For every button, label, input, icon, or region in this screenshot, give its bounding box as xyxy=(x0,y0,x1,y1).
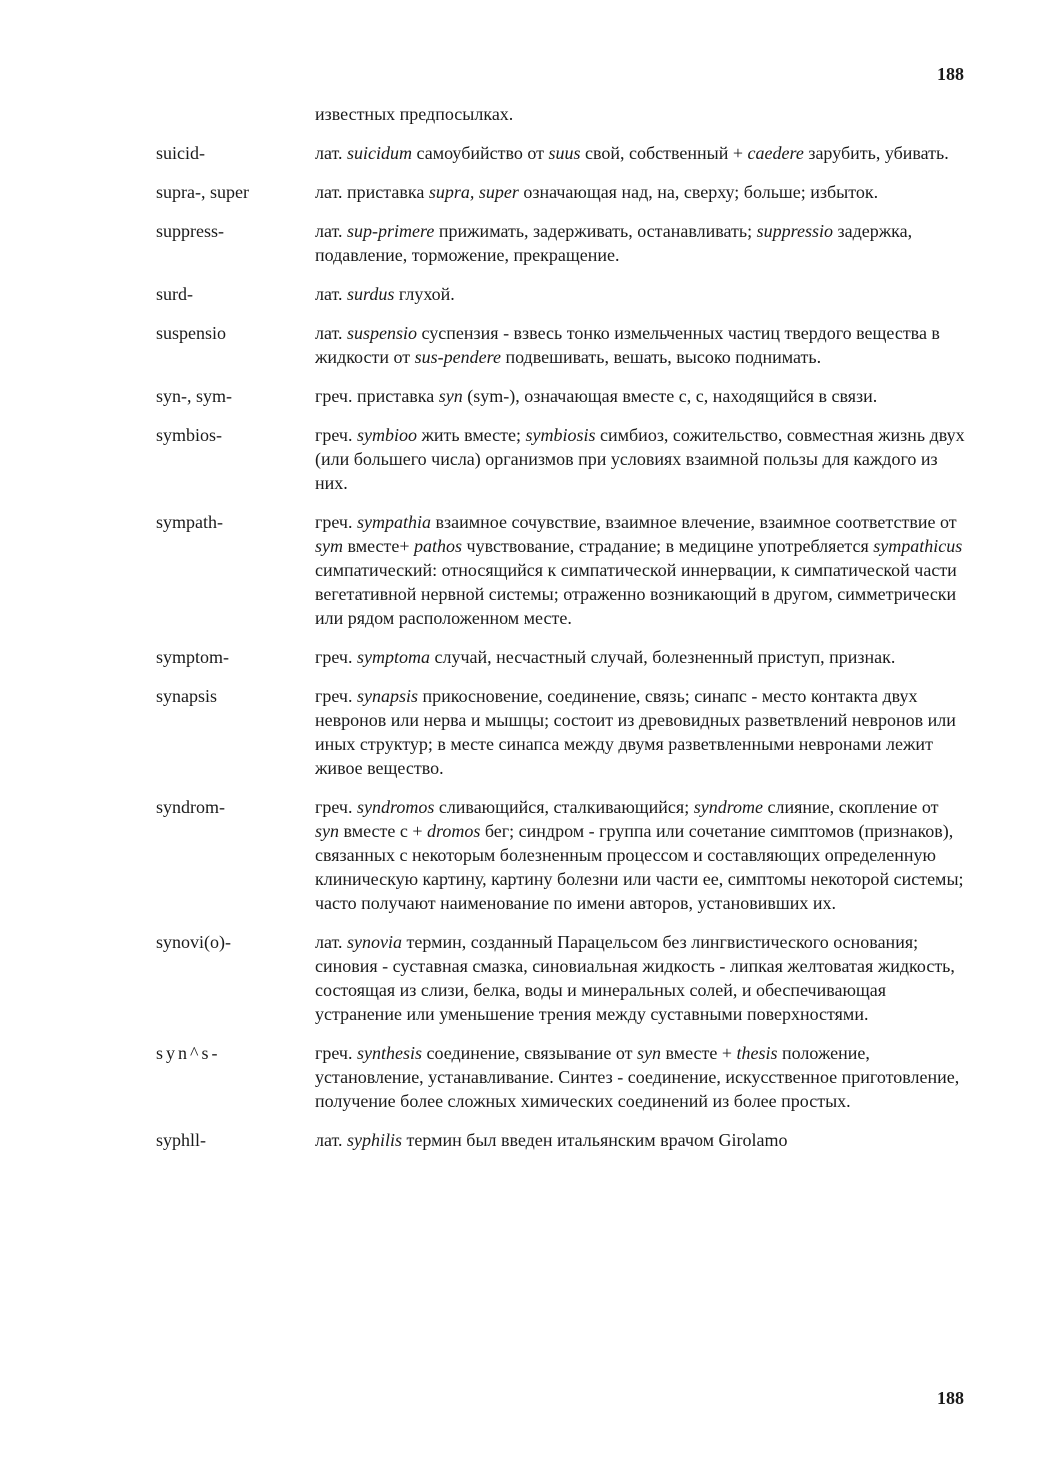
definition-italic-word: synthesis xyxy=(356,1043,422,1063)
entry-definition xyxy=(315,1128,966,1152)
definition-text: прикосновение, соединение, связь; синапс - место контакта двух невронов или нерва и мышцы; состоит из древовидных разветвлений невронов или иных структур; в месте синапса между двумя разветвленными невронами лежит живое вещество. xyxy=(315,686,956,778)
definition-italic-word: pathos xyxy=(414,536,463,556)
definition-italic-word: syndromos xyxy=(356,797,435,817)
definition-text: (sym-), означающая вместе с, с, находящийся в связи. xyxy=(462,386,878,406)
definition-italic-word: sus-pendere xyxy=(414,347,501,367)
definition-text: термин был введен итальянским врачом Girolamo xyxy=(402,1130,788,1150)
definition-text: самоубийство от xyxy=(412,143,549,163)
definition-italic-word: syn xyxy=(315,821,339,841)
definition-text: сливающийся, сталкивающийся; xyxy=(434,797,694,817)
entry-definition xyxy=(315,423,966,495)
entry-definition xyxy=(315,180,966,204)
definition-text: лат. приставка xyxy=(315,182,429,202)
page-number-bottom: 188 xyxy=(937,1388,964,1408)
definition-italic-word: sympathia xyxy=(356,512,431,532)
definition-italic-word: syphilis xyxy=(347,1130,403,1150)
definition-text: зарубить, убивать. xyxy=(803,143,949,163)
definition-text: лат. xyxy=(315,323,348,343)
definition-text: греч. xyxy=(315,686,357,706)
entry-term: synapsis xyxy=(156,686,218,706)
entry-term: syn-, sym- xyxy=(156,386,232,406)
entry-term: supra-, super xyxy=(156,182,249,202)
dictionary-entry xyxy=(156,321,966,369)
entry-definition xyxy=(315,645,966,669)
continuation-text: известных предпосылках. xyxy=(315,104,514,124)
definition-text: бег; синдром - группа или сочетание симптомов (признаков), связанных с некоторым болезненным процессом и составляющих определенную клиническую картину, картину болезни или части ее, симптомы некоторой системы; часто получают наименование по имени авторов, установивших их. xyxy=(315,821,964,913)
definition-italic-word: caedere xyxy=(747,143,804,163)
definition-text: греч. xyxy=(315,1043,357,1063)
dictionary-entries xyxy=(156,141,966,1167)
definition-text: вместе+ xyxy=(343,536,415,556)
definition-italic-word: symbioo xyxy=(356,425,417,445)
definition-text: греч. xyxy=(315,797,357,817)
definition-text: греч. приставка xyxy=(315,386,439,406)
definition-italic-word: thesis xyxy=(736,1043,778,1063)
entry-definition xyxy=(315,141,966,165)
definition-italic-word: syn xyxy=(438,386,463,406)
definition-italic-word: dromos xyxy=(427,821,481,841)
entry-term: synovi(o)- xyxy=(156,932,231,952)
entry-term: syndrom- xyxy=(156,797,225,817)
definition-text: прижимать, задерживать, останавливать; xyxy=(434,221,757,241)
entry-definition xyxy=(315,930,966,1026)
entry-definition xyxy=(315,684,966,780)
definition-text: означающая над, на, сверху; больше; избыток. xyxy=(518,182,879,202)
definition-italic-word: synovia xyxy=(347,932,403,952)
definition-text: слияние, скопление от xyxy=(763,797,939,817)
dictionary-entry xyxy=(156,180,966,204)
dictionary-entry xyxy=(156,930,966,1026)
definition-italic-word: symbiosis xyxy=(525,425,596,445)
dictionary-entry xyxy=(156,384,966,408)
entry-definition xyxy=(315,321,966,369)
definition-text: случай, несчастный случай, болезненный приступ, признак. xyxy=(429,647,896,667)
page-number-top: 188 xyxy=(937,64,964,84)
definition-text: глухой. xyxy=(394,284,455,304)
definition-italic-word: suspensio xyxy=(347,323,418,343)
definition-text: вместе с + xyxy=(339,821,428,841)
definition-text: вместе + xyxy=(660,1043,737,1063)
dictionary-entry xyxy=(156,141,966,165)
dictionary-entry xyxy=(156,795,966,915)
definition-text: греч. xyxy=(315,425,357,445)
entry-term: syn^s- xyxy=(156,1043,221,1063)
definition-text: взаимное сочувствие, взаимное влечение, взаимное соответствие от xyxy=(430,512,957,532)
entry-term: suspensio xyxy=(156,323,227,343)
definition-text: лат. xyxy=(315,284,348,304)
entry-term: syphll- xyxy=(156,1130,207,1150)
definition-italic-word: sym xyxy=(315,536,343,556)
definition-italic-word: synapsis xyxy=(356,686,418,706)
definition-italic-word: sup-primere xyxy=(347,221,435,241)
definition-text: суспензия - взвесь тонко измельченных частиц твердого вещества в жидкости от xyxy=(315,323,940,367)
dictionary-entry xyxy=(156,423,966,495)
dictionary-entry xyxy=(156,645,966,669)
definition-text: термин, созданный Парацельсом без лингвистического основания; синовия - суставная смазка, синовиальная жидкость - липкая желтоватая жидкость, состоящая из слизи, белка, воды и минеральных солей, и обеспечивающая устранение или уменьшение трения между суставными поверхностями. xyxy=(315,932,955,1024)
dictionary-entry xyxy=(156,1128,966,1152)
dictionary-entry xyxy=(156,510,966,630)
definition-italic-word: suicidum xyxy=(347,143,413,163)
entry-term: suicid- xyxy=(156,143,205,163)
entry-definition xyxy=(315,510,966,630)
entry-definition xyxy=(315,384,966,408)
definition-text: симпатический: относящийся к симпатической иннервации, к симпатической части вегетативной нервной системы; отраженно возникающий в другом, симметрически или рядом расположенном месте. xyxy=(315,560,957,628)
definition-text: чувствование, страдание; в медицине употребляется xyxy=(462,536,874,556)
dictionary-entry xyxy=(156,1041,966,1113)
dictionary-entry xyxy=(156,684,966,780)
definition-text: лат. xyxy=(315,1130,348,1150)
definition-italic-word: suus xyxy=(548,143,581,163)
entry-term: symbios- xyxy=(156,425,223,445)
definition-text: греч. xyxy=(315,647,357,667)
definition-text: подвешивать, вешать, высоко поднимать. xyxy=(500,347,822,367)
entry-term: sympath- xyxy=(156,512,223,532)
entry-definition xyxy=(315,1041,966,1113)
entry-term: surd- xyxy=(156,284,193,304)
entry-term: suppress- xyxy=(156,221,224,241)
definition-italic-word: syndrome xyxy=(693,797,764,817)
definition-text: симбиоз, сожительство, совместная жизнь двух (или большего числа) организмов при условиях взаимной пользы для каждого из них. xyxy=(315,425,965,493)
definition-text: греч. xyxy=(315,512,357,532)
entry-definition xyxy=(315,795,966,915)
entry-definition xyxy=(315,282,966,306)
entry-term: symptom- xyxy=(156,647,230,667)
definition-text: лат. xyxy=(315,143,348,163)
definition-text: лат. xyxy=(315,221,348,241)
definition-text: лат. xyxy=(315,932,348,952)
definition-italic-word: surdus xyxy=(347,284,395,304)
dictionary-entry xyxy=(156,219,966,267)
definition-text: соединение, связывание от xyxy=(421,1043,637,1063)
definition-text: положение, установление, устанавливание. Синтез - соединение, искусственное приготовление, получение более сложных химических соединений из более простых. xyxy=(315,1043,960,1111)
definition-text: жить вместе; xyxy=(416,425,526,445)
definition-text: задержка, подавление, торможение, прекращение. xyxy=(315,221,913,265)
dictionary-entry xyxy=(156,282,966,306)
definition-italic-word: sympathicus xyxy=(873,536,963,556)
definition-italic-word: supra, super xyxy=(428,182,519,202)
definition-italic-word: syn xyxy=(636,1043,661,1063)
definition-italic-word: suppressio xyxy=(756,221,833,241)
definition-italic-word: symptoma xyxy=(356,647,430,667)
entry-definition xyxy=(315,219,966,267)
definition-text: свой, собственный + xyxy=(580,143,748,163)
